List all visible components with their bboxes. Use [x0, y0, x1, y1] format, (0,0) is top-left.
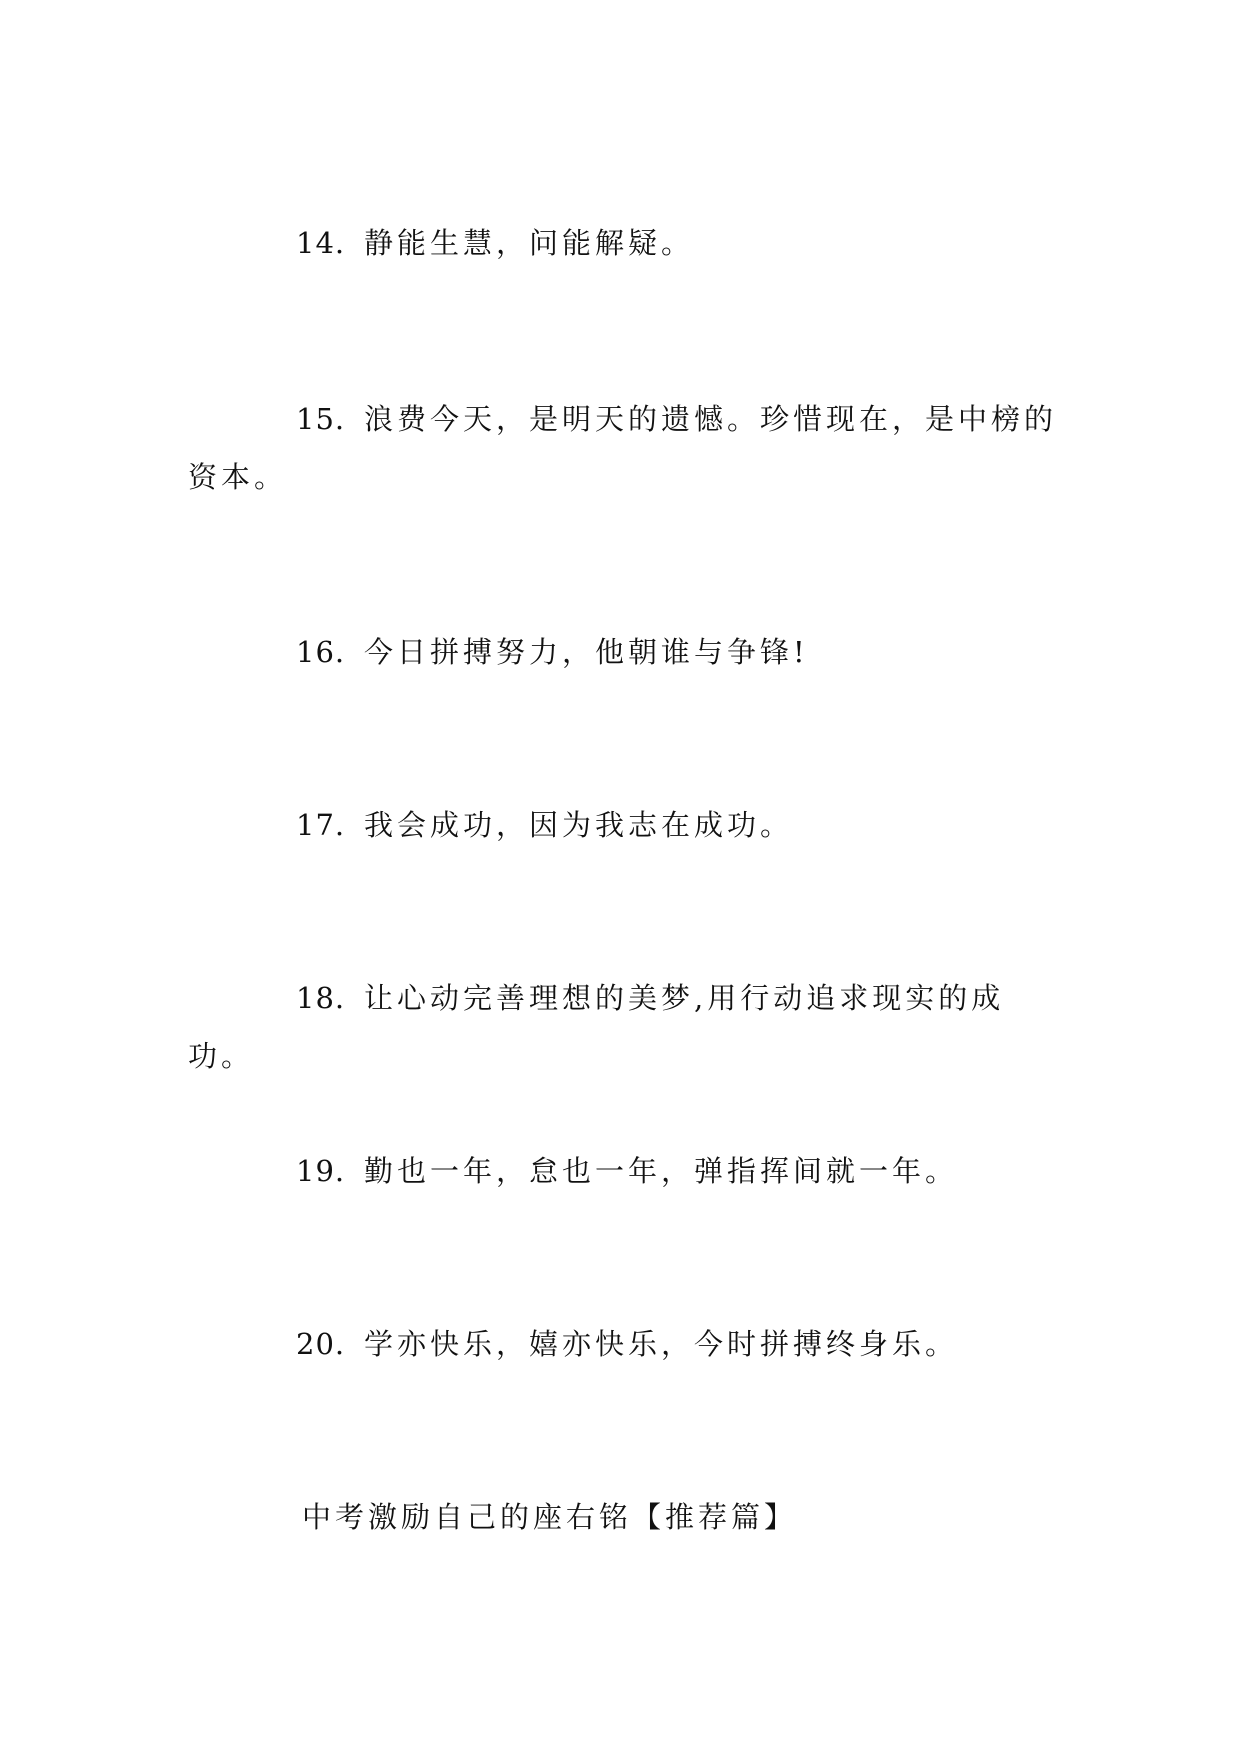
item-text: 我会成功，因为我志在成功。 [364, 808, 794, 842]
item-text: 今日拼搏努力，他朝谁与争锋! [364, 635, 809, 669]
item-text: 让心动完善理想的美梦,用行动追求现实的成功。 [188, 981, 1005, 1073]
list-item [188, 1142, 1068, 1200]
item-number: 14. [296, 226, 346, 260]
list-item [188, 214, 1068, 272]
item-text: 学亦快乐，嬉亦快乐，今时拼搏终身乐。 [364, 1327, 959, 1361]
list-item [188, 390, 1068, 506]
list-item [188, 796, 1068, 854]
item-number: 17. [296, 808, 346, 842]
item-number: 20. [296, 1327, 346, 1361]
item-number: 16. [296, 635, 346, 669]
item-text: 勤也一年，怠也一年，弹指挥间就一年。 [364, 1154, 959, 1188]
item-number: 18. [296, 981, 346, 1015]
list-item [188, 1315, 1068, 1373]
item-number: 15. [296, 402, 346, 436]
item-text: 静能生慧，问能解疑。 [364, 226, 695, 260]
section-heading: 中考激励自己的座右铭【推荐篇】 [302, 1500, 798, 1534]
item-number: 19. [296, 1154, 346, 1188]
list-item [188, 969, 1068, 1085]
list-item [188, 623, 1068, 681]
item-text: 浪费今天，是明天的遗憾。珍惜现在，是中榜的资本。 [188, 402, 1058, 494]
